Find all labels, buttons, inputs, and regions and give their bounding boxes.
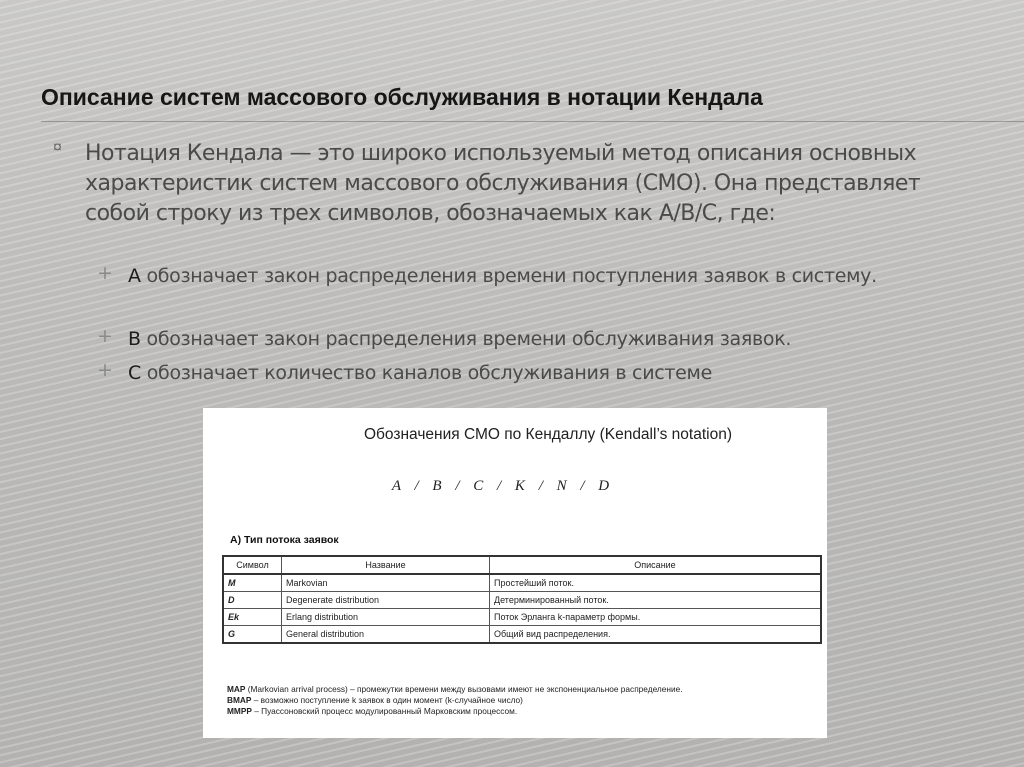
column-header-name: Название — [282, 556, 490, 574]
figure-title: Обозначения СМО по Кендаллу (Kendall’s notation) — [364, 426, 732, 443]
table-cell-description: Поток Эрланга k-параметр формы. — [490, 609, 822, 626]
note-text: – возможно поступление k заявок в один момент (k-случайное число) — [251, 695, 523, 705]
table-row — [223, 592, 821, 609]
note-term: MAP — [227, 684, 246, 694]
table-cell-symbol: Ek — [223, 609, 282, 626]
figure-section-heading: А) Тип потока заявок — [230, 534, 339, 546]
title-divider — [41, 121, 1024, 122]
table-header-row — [223, 556, 821, 574]
table-cell-description: Общий вид распределения. — [490, 626, 822, 644]
plus-icon: + — [97, 325, 113, 347]
sub-bullet-desc: обозначает количество каналов обслуживания в системе — [140, 362, 712, 384]
table-cell-name: Erlang distribution — [282, 609, 490, 626]
plus-icon: + — [97, 359, 113, 381]
note-text: (Markovian arrival process) – промежутки времени между вызовами имеют не экспоненциальное распределение. — [245, 684, 683, 694]
sub-bullet-text — [128, 325, 968, 353]
sub-bullet-letter: A — [128, 265, 141, 287]
arrival-type-table — [222, 555, 822, 644]
table-cell-name: Degenerate distribution — [282, 592, 490, 609]
table-cell-name: Markovian — [282, 574, 490, 592]
sub-bullet-text — [128, 359, 968, 387]
note-line — [227, 706, 807, 717]
kendall-notation-figure — [203, 408, 827, 738]
sub-bullet-desc: обозначает закон распределения времени обслуживания заявок. — [140, 328, 792, 350]
table-cell-symbol: D — [223, 592, 282, 609]
table-row — [223, 574, 821, 592]
table-row — [223, 609, 821, 626]
table-cell-description: Простейший поток. — [490, 574, 822, 592]
note-line — [227, 695, 807, 706]
note-line — [227, 684, 807, 695]
sub-bullet-letter: B — [128, 328, 141, 350]
bullet-marker-icon: ¤ — [53, 139, 62, 156]
note-term: BMAP — [227, 695, 252, 705]
slide-title: Описание систем массового обслуживания в нотации Кендала — [41, 84, 763, 110]
table-cell-name: General distribution — [282, 626, 490, 644]
intro-text: Нотация Кендала — это широко используемый метод описания основных характеристик систем массового обслуживания (СМО). Она представляет собой строку из трех символов, обозначаемых как A/B/C, где: — [85, 141, 921, 226]
table-cell-description: Детерминированный поток. — [490, 592, 822, 609]
figure-notes — [227, 684, 807, 717]
column-header-description: Описание — [490, 556, 822, 574]
note-text: – Пуассоновский процесс модулированный Марковским процессом. — [251, 706, 518, 716]
column-header-symbol: Символ — [223, 556, 282, 574]
table-cell-symbol: M — [223, 574, 282, 592]
figure-formula: A / B / C / K / N / D — [391, 478, 615, 494]
table-row — [223, 626, 821, 644]
sub-bullet-text — [128, 262, 968, 290]
table-cell-symbol: G — [223, 626, 282, 644]
note-term: MMPP — [227, 706, 252, 716]
sub-bullet-desc: обозначает закон распределения времени поступления заявок в систему. — [140, 265, 877, 287]
plus-icon: + — [97, 262, 113, 284]
sub-bullet-letter: C — [128, 362, 141, 384]
